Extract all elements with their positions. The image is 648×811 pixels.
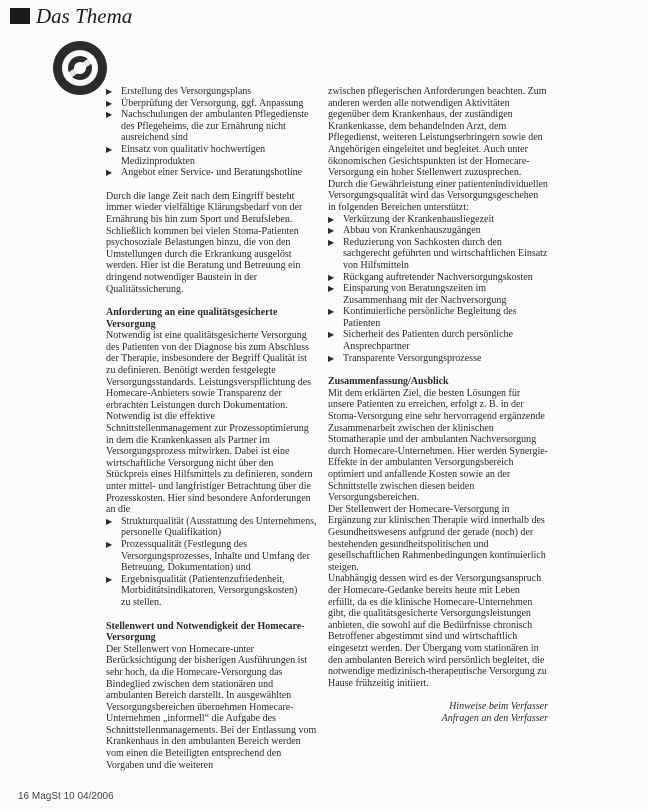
list-item: ▶ Prozessqualität (Festlegung des Versorgungsprozesses, Inhalte und Umfang der Betreuung, Dokumentation) und — [106, 538, 310, 574]
triangle-bullet-icon: ▶ — [328, 330, 335, 340]
triangle-bullet-icon: ▶ — [106, 539, 113, 549]
body-paragraph: zu stellen. — [121, 596, 162, 608]
right-column — [328, 86, 548, 724]
section-heading: Anforderung an eine qualitätsgesicherte Versorgung — [106, 307, 278, 330]
list-item: ▶ Nachschulungen der ambulanten Pflegedienste des Pflegeheims, die zur Ernährung nicht ausreichend sind — [106, 109, 309, 144]
triangle-bullet-icon: ▶ — [106, 144, 113, 154]
list-item: ▶ Strukturqualität (Ausstattung des Unternehmens, personelle Qualifikation) — [106, 515, 317, 539]
list-item: ▶ Einsparung von Beratungszeiten im Zusammenhang mit der Nachversorgung — [328, 283, 507, 306]
author-note: Hinweise beim Verfasser — [449, 701, 548, 713]
list-item: ▶ Kontinuierliche persönliche Begleitung des Patienten — [328, 306, 517, 329]
triangle-bullet-icon: ▶ — [106, 110, 113, 120]
body-paragraph: zwischen pflegerischen Anforderungen beachten. Zum anderen werden alle notwendigen Aktivitäten gegenüber dem Krankenhaus, der zuständigen Krankenkasse, dem behandelnden Arzt, dem Pflegedienst, weiteren Leistungserbringern sowie den Angehörigen eingeleitet und begleitet. Auch unter ökonomischen Gesichtspunkten ist der Homecare-Versorgung ein hoher Stellenwert zuzusprechen. Durch die Gewährleistung einer patientenindividuellen Versorgungsqualität wird das Versorgungsgeschehen in folgenden Bereichen unterstützt: — [328, 86, 548, 213]
triangle-bullet-icon: ▶ — [106, 98, 113, 108]
triangle-bullet-icon: ▶ — [328, 214, 335, 224]
bullet-list-top — [106, 86, 318, 179]
section-heading: Stellenwert und Notwendigkeit der Homecare-Versorgung — [106, 620, 305, 644]
triangle-bullet-icon: ▶ — [328, 353, 335, 363]
body-paragraph: Durch die lange Zeit nach dem Eingriff besteht immer wieder vielfältige Klärungsbedarf von der Ernährung bis hin zum Sport und Berufsleben. Schließlich kommen bei vielen Stoma-Patienten psychosoziale Belastungen hinzu, die von den Umstellungen durch die Erkrankung ausgelöst werden. Hier ist die Beratung und Betreuung ein dringend notwendiger Baustein in der Qualitätssicherung. — [106, 190, 303, 295]
list-item: ▶ Transparente Versorgungsprozesse — [328, 352, 482, 364]
section-heading: Zusammenfassung/Ausblick — [328, 376, 449, 388]
triangle-bullet-icon: ▶ — [328, 237, 335, 247]
left-column — [106, 86, 318, 771]
body-paragraph: Unabhängig dessen wird es der Versorgungsanspruch der Homecare-Gedanke bereits heute mit Leben erfüllt, da es die klinische Homecare-Unternehmen gibt, die qualitätsgesicherte Versorgungsleistungen anbieten, die sowohl auf die Bedürfnisse chronisch Betroffener abgestimmt sind und wirtschaftlich eingesetzt werden. Der Übergang vom stationären in den ambulanten Bereich wird persönlich begleitet, die notwendige medizinisch-therapeutische Versorgung zu Hause frühzeitig initiiert. — [328, 573, 547, 689]
list-item: ▶ Angebot einer Service- und Beratungshotline — [106, 167, 303, 179]
body-paragraph: Der Stellenwert von Homecare-unter Berücksichtigung der bisherigen Ausführungen ist sehr hoch, da die Homecare-Versorgung das Bindeglied zwischen dem stationären und ambulanten Bereich darstellt. In ausgewählten Versorgungsbereichen übernehmen Homecare-Unternehmen „informell“ die Aufgabe des Schnittstellenmanagements. Bei der Entlassung vom Krankenhaus in den ambulanten Bereich werden vom einen die Beteiligten entsprechend den Vorgaben und die weiteren — [106, 643, 317, 771]
body-paragraph: Notwendig ist eine qualitätsgesicherte Versorgung des Patienten von der Diagnose bis zum Abschluss der Therapie, insbesondere der Begriff Qualität ist zu definieren. Benötigt werden festgelegte Versorgungsstandards. Leistungsverspflichtung des Homecare-Anbieters sowie Transparenz der erbrachten Leistungen durch Dokumentation. Notwendig ist die effektive Schnittstellenmanagement zur Prozessoptimierung in dem die Krankenkassen als Partner im Versorgungsprozess mitwirken. Dabei ist eine wirtschaftliche Versorgung nicht über den Stückpreis eines Hilfsmittels zu definieren, sondern unter mittel- und langfristiger Betrachtung über die Prozesskosten. Hier sind besondere Anforderungen an die — [106, 330, 313, 516]
bullet-list-quality — [106, 516, 318, 597]
body-paragraph: Der Stellenwert der Homecare-Versorgung in Ergänzung zur klinischen Therapie wird innerhalb des Gesundheitswesens aufgrund der gerade (noch) der bestehenden gesundheitspolitischen und gesellschaftlichen Rahmenbedingungen kontinuierlich steigen. — [328, 503, 546, 573]
list-item: ▶ Überprüfung der Versorgung, ggf. Anpassung — [106, 97, 304, 109]
bullet-list-benefits — [328, 214, 548, 365]
triangle-bullet-icon: ▶ — [328, 272, 335, 282]
triangle-bullet-icon: ▶ — [106, 168, 113, 178]
list-item: ▶ Verkürzung der Krankenhausliegezeit — [328, 213, 495, 225]
section-marker-bar — [10, 8, 30, 24]
list-item: ▶ Abbau von Krankenhauszugängen — [328, 225, 481, 237]
triangle-bullet-icon: ▶ — [328, 226, 335, 236]
triangle-bullet-icon: ▶ — [106, 574, 113, 584]
list-item: ▶ Reduzierung von Sachkosten durch den sachgerecht geführten und wirtschaftlichen Einsatz von Hilfsmitteln — [328, 236, 548, 271]
author-note: Anfragen an den Verfasser — [441, 712, 548, 724]
section-title: Das Thema — [36, 4, 133, 28]
list-item: ▶ Sicherheit des Patienten durch persönliche Ansprechpartner — [328, 329, 513, 353]
body-paragraph: Mit dem erklärten Ziel, die besten Lösungen für unsere Patienten zu erreichen, erfolgt z. B. in der Stoma-Versorgung eine sehr hervorragend ergänzende Zusammenarbeit zwischen der klinischen Stomatherapie und der ambulanten Nachversorgung durch Homecare-Unternehmen. Hier werden Synergie-Effekte in der ambulanten Versorgungsbereich optimiert und anfallende Kosten sowie an der Schnittstelle zwischen diesen beiden Versorgungsbereichen. — [328, 387, 548, 504]
triangle-bullet-icon: ▶ — [328, 284, 335, 294]
triangle-bullet-icon: ▶ — [328, 307, 335, 317]
list-item: ▶ Einsatz von qualitativ hochwertigen Medizinprodukten — [106, 143, 266, 167]
list-item: ▶ Ergebnisqualität (Patientenzufriedenheit, Morbiditätsindikatoren, Versorgungskosten) — [106, 573, 298, 597]
triangle-bullet-icon: ▶ — [106, 87, 113, 96]
triangle-bullet-icon: ▶ — [106, 516, 113, 526]
list-item: ▶ Rückgang auftretender Nachversorgungskosten — [328, 271, 533, 283]
magazine-logo-icon — [52, 40, 108, 96]
list-item: ▶ Erstellung des Versorgungsplans — [106, 86, 252, 97]
page-footer: 16 MagSt 10 04/2006 — [18, 791, 114, 802]
